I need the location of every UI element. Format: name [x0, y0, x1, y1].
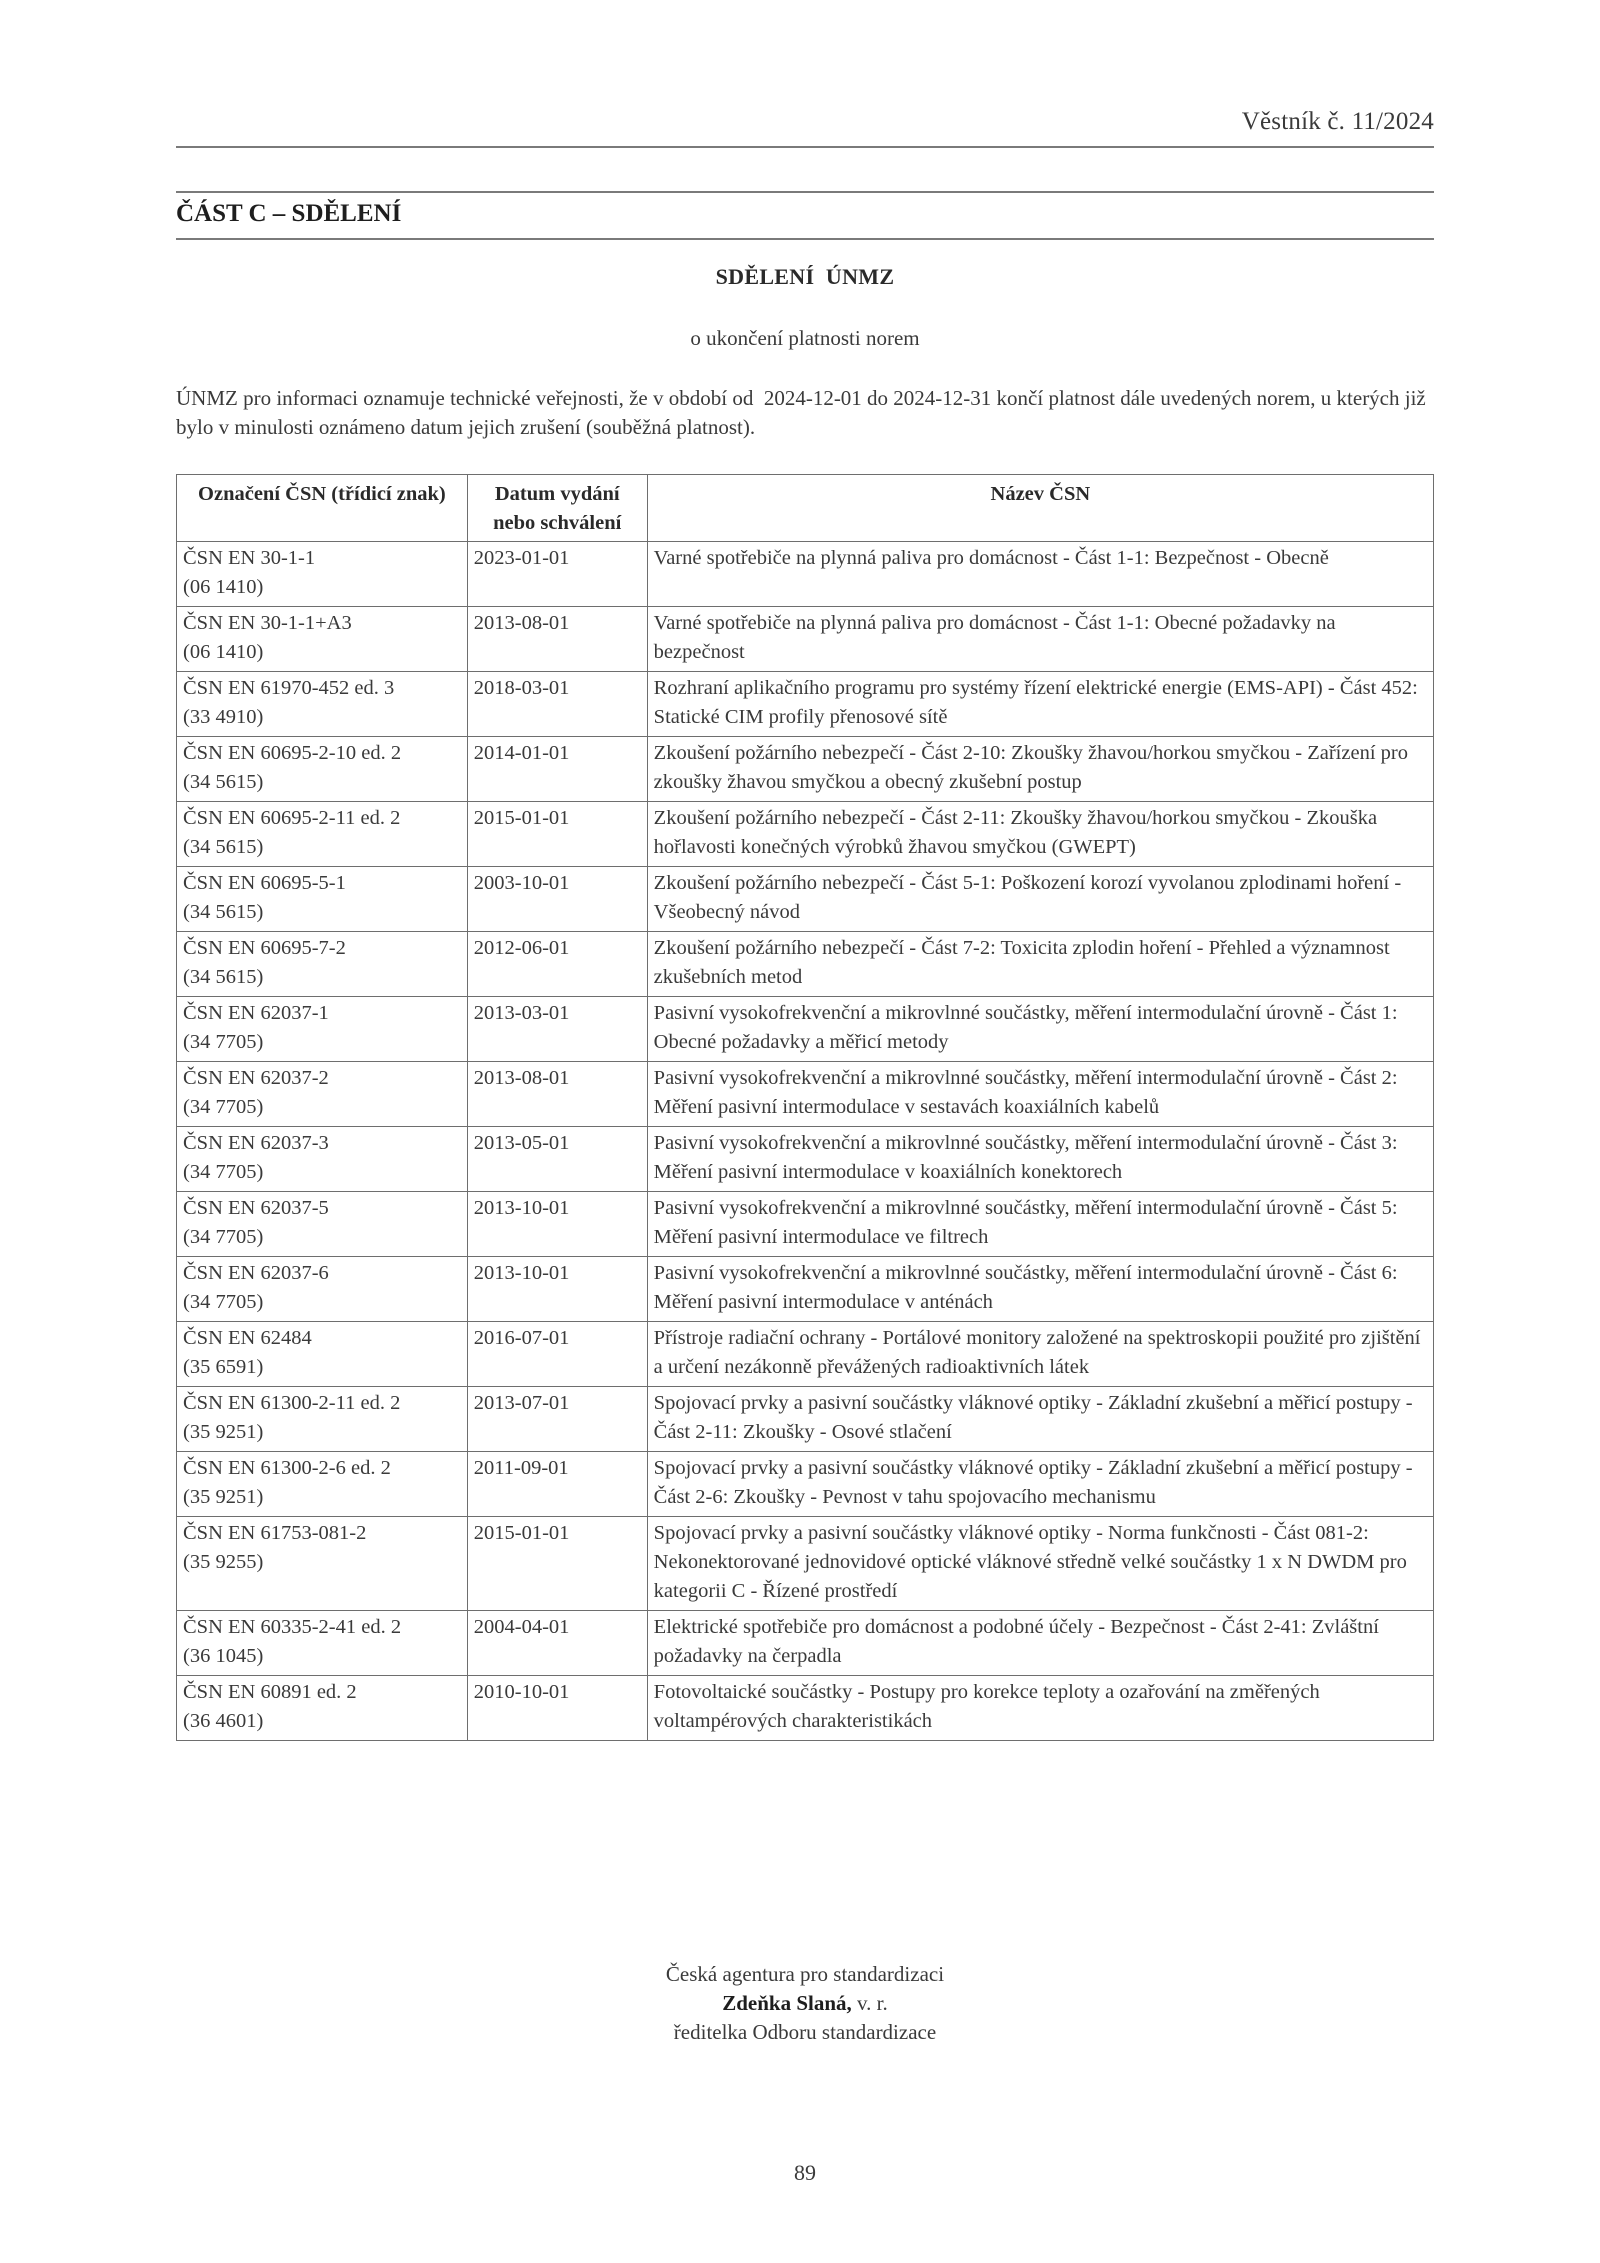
cell-date: 2016-07-01 [467, 1322, 647, 1387]
norm-class-code: (34 7705) [183, 1226, 264, 1248]
norm-class-code: (34 7705) [183, 1161, 264, 1183]
header-designation-line: Označení ČSN [198, 483, 327, 505]
cell-norm-name: Zkoušení požárního nebezpečí - Část 2-11: Zkoušky žhavou/horkou smyčkou - Zkouška hořlavosti konečných výrobků žhavou smyčkou (GWEPT) [647, 802, 1433, 867]
norm-class-code: (35 9251) [183, 1486, 264, 1508]
norm-class-code: (34 5615) [183, 771, 264, 793]
table-row [177, 1387, 1434, 1452]
norm-designation: ČSN EN 62037-5 [183, 1197, 329, 1219]
norm-class-code: (34 7705) [183, 1031, 264, 1053]
table-row [177, 607, 1434, 672]
table-row [177, 1517, 1434, 1611]
cell-norm-name: Pasivní vysokofrekvenční a mikrovlnné součástky, měření intermodulační úrovně - Část 1: Obecné požadavky a měřicí metody [647, 997, 1433, 1062]
norm-class-code: (34 7705) [183, 1096, 264, 1118]
norm-designation: ČSN EN 62037-1 [183, 1002, 329, 1024]
cell-date: 2013-03-01 [467, 997, 647, 1062]
cell-date: 2013-10-01 [467, 1257, 647, 1322]
notice-title: SDĚLENÍ ÚNMZ [715, 264, 895, 289]
norms-table [176, 474, 1434, 1741]
running-head: Věstník č. 11/2024 [1241, 108, 1434, 135]
cell-date: 2013-07-01 [467, 1387, 647, 1452]
table-row [177, 542, 1434, 607]
cell-date: 2011-09-01 [467, 1452, 647, 1517]
norm-designation: ČSN EN 60695-5-1 [183, 872, 346, 894]
cell-designation [177, 607, 468, 672]
cell-norm-name: Spojovací prvky a pasivní součástky vláknové optiky - Norma funkčnosti - Část 081-2: Nekonektorované jednovidové optické vláknové středně velké součástky 1 x N DWDM pro kategorii C - Řízené prostředí [647, 1517, 1433, 1611]
cell-designation [177, 1676, 468, 1741]
cell-norm-name: Varné spotřebiče na plynná paliva pro domácnost - Část 1-1: Bezpečnost - Obecně [647, 542, 1433, 607]
cell-date: 2013-08-01 [467, 607, 647, 672]
header-designation [177, 475, 468, 542]
cell-designation [177, 1127, 468, 1192]
cell-designation [177, 1611, 468, 1676]
cell-date: 2004-04-01 [467, 1611, 647, 1676]
norm-designation: ČSN EN 61300-2-11 ed. 2 [183, 1392, 401, 1414]
cell-norm-name: Pasivní vysokofrekvenční a mikrovlnné součástky, měření intermodulační úrovně - Část 3: Měření pasivní intermodulace v koaxiálních konektorech [647, 1127, 1433, 1192]
cell-norm-name: Zkoušení požárního nebezpečí - Část 5-1: Poškození korozí vyvolanou zplodinami hoření - Všeobecný návod [647, 867, 1433, 932]
norm-designation: ČSN EN 60891 ed. 2 [183, 1681, 357, 1703]
cell-norm-name: Zkoušení požárního nebezpečí - Část 2-10: Zkoušky žhavou/horkou smyčkou - Zařízení pro zkoušky žhavou smyčkou a obecný zkušební postup [647, 737, 1433, 802]
cell-norm-name: Pasivní vysokofrekvenční a mikrovlnné součástky, měření intermodulační úrovně - Část 5: Měření pasivní intermodulace ve filtrech [647, 1192, 1433, 1257]
cell-designation [177, 672, 468, 737]
table-row [177, 932, 1434, 997]
norm-class-code: (36 4601) [183, 1710, 264, 1732]
table-row [177, 1452, 1434, 1517]
norm-class-code: (34 5615) [183, 901, 264, 923]
cell-date: 2013-08-01 [467, 1062, 647, 1127]
cell-designation [177, 1387, 468, 1452]
norm-designation: ČSN EN 60695-7-2 [183, 937, 346, 959]
norm-class-code: (35 9255) [183, 1551, 264, 1573]
header-date [467, 475, 647, 542]
table-row [177, 1322, 1434, 1387]
norm-designation: ČSN EN 60695-2-10 ed. 2 [183, 742, 402, 764]
table-row [177, 1127, 1434, 1192]
norm-designation: ČSN EN 61970-452 ed. 3 [183, 677, 395, 699]
cell-norm-name: Zkoušení požárního nebezpečí - Část 7-2: Toxicita zplodin hoření - Přehled a významnost zkušebních metod [647, 932, 1433, 997]
norm-class-code: (06 1410) [183, 641, 264, 663]
section-rule-bottom [176, 238, 1434, 240]
cell-designation [177, 932, 468, 997]
cell-date: 2015-01-01 [467, 1517, 647, 1611]
cell-designation [177, 867, 468, 932]
cell-norm-name: Elektrické spotřebiče pro domácnost a podobné účely - Bezpečnost - Část 2-41: Zvláštní požadavky na čerpadla [647, 1611, 1433, 1676]
table-row [177, 1062, 1434, 1127]
norm-designation: ČSN EN 30-1-1+A3 [183, 612, 352, 634]
norm-designation: ČSN EN 60335-2-41 ed. 2 [183, 1616, 402, 1638]
norm-class-code: (35 6591) [183, 1356, 264, 1378]
norm-designation: ČSN EN 62037-3 [183, 1132, 329, 1154]
signature-agency: Česká agentura pro standardizaci [665, 1962, 945, 1986]
norm-designation: ČSN EN 30-1-1 [183, 547, 316, 569]
cell-designation [177, 1257, 468, 1322]
signature-name-line [176, 1989, 1434, 2018]
section-rule-top [176, 191, 1434, 193]
cell-designation [177, 1452, 468, 1517]
norm-class-code: (34 5615) [183, 966, 264, 988]
header-name [647, 475, 1433, 542]
cell-norm-name: Spojovací prvky a pasivní součástky vláknové optiky - Základní zkušební a měřicí postupy - Část 2-11: Zkoušky - Osové stlačení [647, 1387, 1433, 1452]
norm-designation: ČSN EN 61753-081-2 [183, 1522, 367, 1544]
norm-designation: ČSN EN 62037-2 [183, 1067, 329, 1089]
cell-date: 2023-01-01 [467, 542, 647, 607]
cell-norm-name: Rozhraní aplikačního programu pro systémy řízení elektrické energie (EMS-API) - Část 452: Statické CIM profily přenosové sítě [647, 672, 1433, 737]
norm-class-code: (06 1410) [183, 576, 264, 598]
cell-date: 2015-01-01 [467, 802, 647, 867]
cell-date: 2012-06-01 [467, 932, 647, 997]
header-name-line: Název ČSN [990, 483, 1091, 505]
cell-designation [177, 1062, 468, 1127]
signature-role: ředitelka Odboru standardizace [673, 2020, 937, 2044]
cell-designation [177, 542, 468, 607]
table-row [177, 672, 1434, 737]
cell-date: 2010-10-01 [467, 1676, 647, 1741]
header-date-line: nebo schválení [493, 512, 622, 534]
table-row [177, 1192, 1434, 1257]
header-date-line: Datum vydání [494, 483, 620, 505]
table-row [177, 867, 1434, 932]
cell-date: 2013-10-01 [467, 1192, 647, 1257]
cell-norm-name: Pasivní vysokofrekvenční a mikrovlnné součástky, měření intermodulační úrovně - Část 6: Měření pasivní intermodulace v anténách [647, 1257, 1433, 1322]
norm-designation: ČSN EN 60695-2-11 ed. 2 [183, 807, 401, 829]
signature-block [176, 1960, 1434, 2047]
table-row [177, 997, 1434, 1062]
cell-designation [177, 802, 468, 867]
cell-norm-name: Pasivní vysokofrekvenční a mikrovlnné součástky, měření intermodulační úrovně - Část 2: Měření pasivní intermodulace v sestavách koaxiálních kabelů [647, 1062, 1433, 1127]
cell-designation [177, 1322, 468, 1387]
part-title: ČÁST C – SDĚLENÍ [176, 200, 402, 227]
table-row [177, 1676, 1434, 1741]
cell-date: 2014-01-01 [467, 737, 647, 802]
table-header-row [177, 475, 1434, 542]
signature-suffix: v. r. [851, 1991, 888, 2015]
signature-name: Zdeňka Slaná, [722, 1991, 852, 2015]
cell-designation [177, 997, 468, 1062]
table-body [177, 542, 1434, 1741]
cell-designation [177, 1517, 468, 1611]
cell-date: 2018-03-01 [467, 672, 647, 737]
notice-subtitle: o ukončení platnosti norem [690, 326, 920, 350]
norm-class-code: (33 4910) [183, 706, 264, 728]
header-designation-line: (třídicí znak) [331, 483, 446, 505]
table-row [177, 1257, 1434, 1322]
cell-designation [177, 737, 468, 802]
cell-designation [177, 1192, 468, 1257]
table-row [177, 802, 1434, 867]
cell-norm-name: Fotovoltaické součástky - Postupy pro korekce teploty a ozařování na změřených voltampérových charakteristikách [647, 1676, 1433, 1741]
cell-date: 2013-05-01 [467, 1127, 647, 1192]
norm-class-code: (36 1045) [183, 1645, 264, 1667]
page-number: 89 [794, 2160, 816, 2185]
norm-designation: ČSN EN 61300-2-6 ed. 2 [183, 1457, 391, 1479]
norm-class-code: (34 5615) [183, 836, 264, 858]
intro-paragraph: ÚNMZ pro informaci oznamuje technické veřejnosti, že v období od 2024-12-01 do 2024-12-31 končí platnost dále uvedených norem, u kterých již bylo v minulosti oznámeno datum jejich zrušení (souběžná platnost). [176, 386, 1431, 439]
norm-class-code: (34 7705) [183, 1291, 264, 1313]
cell-norm-name: Přístroje radiační ochrany - Portálové monitory založené na spektroskopii použité pro zjištění a určení nezákonně převážených radioaktivních látek [647, 1322, 1433, 1387]
table-row [177, 737, 1434, 802]
cell-date: 2003-10-01 [467, 867, 647, 932]
norm-class-code: (35 9251) [183, 1421, 264, 1443]
header-rule [176, 146, 1434, 148]
norm-designation: ČSN EN 62037-6 [183, 1262, 329, 1284]
norm-designation: ČSN EN 62484 [183, 1327, 312, 1349]
cell-norm-name: Varné spotřebiče na plynná paliva pro domácnost - Část 1-1: Obecné požadavky na bezpečnost [647, 607, 1433, 672]
table-row [177, 1611, 1434, 1676]
cell-norm-name: Spojovací prvky a pasivní součástky vláknové optiky - Základní zkušební a měřicí postupy - Část 2-6: Zkoušky - Pevnost v tahu spojovacího mechanismu [647, 1452, 1433, 1517]
